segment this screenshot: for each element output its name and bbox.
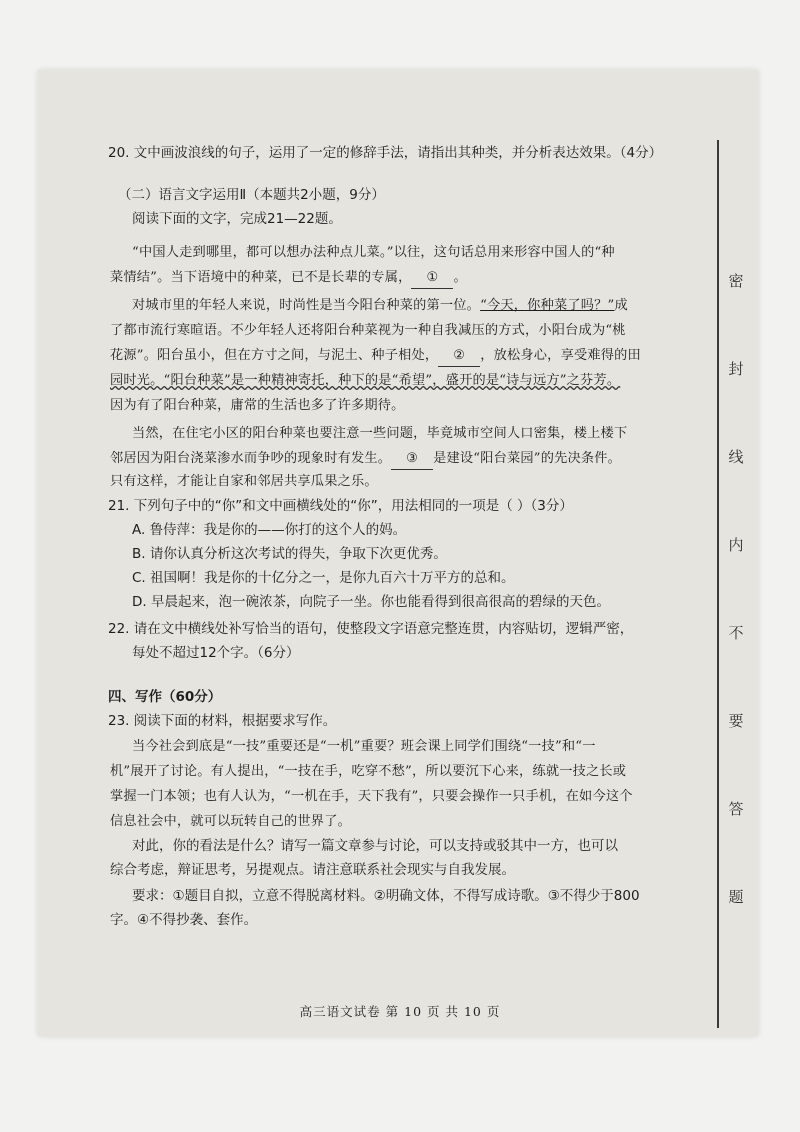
passage-text: ，放松身心，享受难得的田 xyxy=(480,348,641,363)
passage-line-wavy xyxy=(110,371,620,391)
question-20: 20. 文中画波浪线的句子，运用了一定的修辞手法，请指出其种类，并分析表达效果。（4分） xyxy=(108,145,663,161)
option-b: B. 请你认真分析这次考试的得失，争取下次更优秀。 xyxy=(132,546,447,562)
section-heading-writing: 四、写作（60分） xyxy=(108,689,222,705)
passage-line xyxy=(110,268,467,289)
question-21: 21. 下列句子中的“你”和文中画横线处的“你”，用法相同的一项是（ ）（3分） xyxy=(108,498,573,514)
blank-1: ① xyxy=(411,268,453,289)
passage-text: 对城市里的年轻人来说，时尚性是当今阳台种菜的第一位。 xyxy=(132,298,481,313)
passage-text: 成 xyxy=(614,298,628,313)
passage-line xyxy=(110,346,641,367)
passage-text: 是建设“阳台菜园”的先决条件。 xyxy=(433,451,622,466)
passage-line xyxy=(110,449,621,470)
prompt-line: 综合考虑，辩证思考，另提观点。请注意联系社会现实与自我发展。 xyxy=(110,862,515,878)
seal-char: 不 xyxy=(728,624,744,642)
passage-line: 当然，在住宅小区的阳台种菜也要注意一些问题，毕竟城市空间人口密集，楼上楼下 xyxy=(132,426,628,441)
material-line: 当今社会到底是“一技”重要还是“一机”重要？班会课上同学们围绕“一技”和“一 xyxy=(132,739,596,754)
material-line: 信息社会中，就可以玩转自己的世界了。 xyxy=(110,814,351,829)
section-heading-language-use: （二）语言文字运用Ⅱ（本题共2小题，9分） xyxy=(118,187,385,203)
passage-line: 了都市流行寒暄语。不少年轻人还将阳台种菜视为一种自我减压的方式，小阳台成为“桃 xyxy=(110,323,626,338)
prompt-line: 对此，你的看法是什么？请写一篇文章参与讨论，可以支持或驳其中一方，也可以 xyxy=(132,838,618,854)
passage-text: 花源”。阳台虽小，但在方寸之间，与泥土、种子相处， xyxy=(110,348,439,363)
seal-char: 封 xyxy=(728,360,744,378)
passage-line: “中国人走到哪里，都可以想办法种点儿菜。”以往，这句话总用来形容中国人的“种 xyxy=(132,245,615,260)
material-line: 掌握一门本领；也有人认为，“一机在手，天下我有”，只要会操作一只手机，在如今这个 xyxy=(110,789,633,804)
question-23: 23. 阅读下面的材料，根据要求写作。 xyxy=(108,713,337,729)
passage-text: 邻居因为阳台浇菜渗水而争吵的现象时有发生。 xyxy=(110,451,392,466)
option-c: C. 祖国啊！我是你的十亿分之一，是你九百六十万平方的总和。 xyxy=(132,570,515,586)
wavy-sentence: 园时光。“阳台种菜”是一种精神寄托，种下的是“希望”，盛开的是“诗与远方”之芬芳。 xyxy=(110,373,621,388)
page-footer: 高三语文试卷 第 10 页 共 10 页 xyxy=(299,1004,501,1019)
requirements-cont: 字。④不得抄袭、套作。 xyxy=(110,912,258,928)
option-a: A. 鲁侍萍：我是你的——你打的这个人的妈。 xyxy=(132,522,407,538)
section-intro: 阅读下面的文字，完成21—22题。 xyxy=(132,211,342,227)
passage-text: 菜情结”。当下语境中的种菜，已不是长辈的专属， xyxy=(110,270,412,285)
blank-3: ③ xyxy=(391,449,433,470)
passage-line xyxy=(132,296,628,316)
question-22: 22. 请在文中横线处补写恰当的语句，使整段文字语意完整连贯，内容贴切，逻辑严密， xyxy=(108,621,634,637)
requirements: 要求：①题目自拟，立意不得脱离材料。②明确文体，不得写成诗歌。③不得少于800 xyxy=(132,888,640,904)
seal-char: 要 xyxy=(728,712,744,730)
blank-2: ② xyxy=(438,346,480,367)
seal-char: 题 xyxy=(728,888,744,906)
passage-text: 。 xyxy=(453,270,467,285)
material-line: 机”展开了讨论。有人提出，“一技在手，吃穿不愁”，所以要沉下心来，练就一技之长或 xyxy=(110,764,627,779)
passage-line: 只有这样，才能让自家和邻居共享瓜果之乐。 xyxy=(110,474,378,489)
seal-char: 线 xyxy=(728,448,744,466)
seal-char: 内 xyxy=(728,536,744,554)
passage-line: 因为有了阳台种菜，庸常的生活也多了许多期待。 xyxy=(110,398,405,413)
underlined-sentence: “今天，你种菜了吗？” xyxy=(480,298,615,313)
seal-char: 答 xyxy=(728,800,744,818)
seal-char: 密 xyxy=(728,272,744,290)
question-22-cont: 每处不超过12个字。（6分） xyxy=(132,645,300,661)
option-d: D. 早晨起来，泡一碗浓茶，向院子一坐。你也能看得到很高很高的碧绿的天色。 xyxy=(132,594,610,610)
